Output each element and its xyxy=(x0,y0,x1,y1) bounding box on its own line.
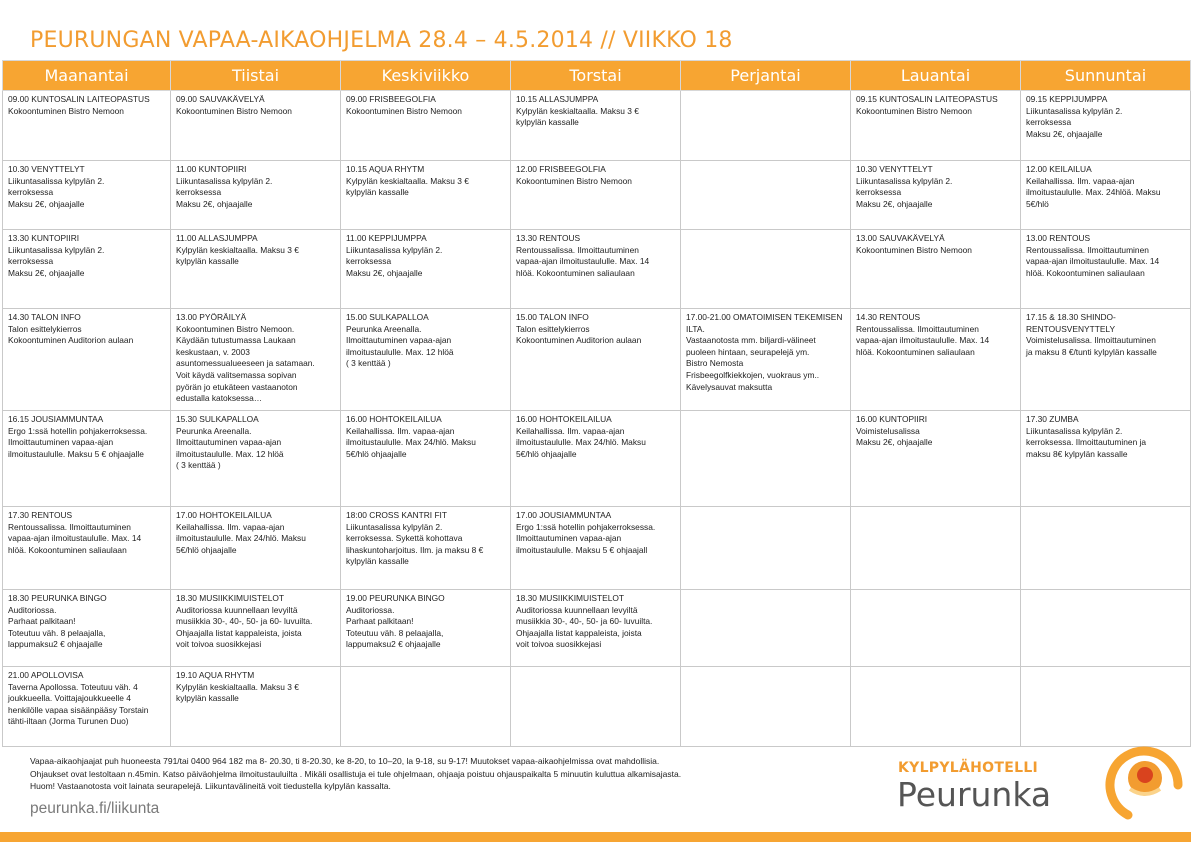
event-title: 13.30 RENTOUS xyxy=(516,233,581,243)
event-detail-line: Voimistelusalissa. Ilmoittautuminen xyxy=(1026,335,1156,346)
event-time: 13.30 xyxy=(516,233,537,243)
event-title: 19.00 PEURUNKA BINGO xyxy=(346,593,445,603)
event-cell-sunday xyxy=(1021,411,1191,507)
event-title: 10.15 AQUA RHYTM xyxy=(346,164,425,174)
event-title: 19.10 AQUA RHYTM xyxy=(176,670,255,680)
event-cell-tuesday xyxy=(171,507,341,590)
event-time: 18.30 xyxy=(8,593,29,603)
event-detail-line: Talon esittelykierros xyxy=(516,323,590,334)
event-title: 13.30 KUNTOPIIRI xyxy=(8,233,80,243)
event-time: 21.00 xyxy=(8,670,29,680)
event-detail-line: joukkueella. Voittajajoukkueelle 4 xyxy=(8,693,131,704)
event-cell-friday xyxy=(681,309,851,411)
event-cell-wednesday xyxy=(341,161,511,230)
event-detail-line: lappumaksu2 € ohjaajalle xyxy=(8,639,103,650)
event-title: 17.00 JOUSIAMMUNTAA xyxy=(516,510,612,520)
event-cell-monday xyxy=(3,230,171,309)
event-cell-tuesday xyxy=(171,161,341,230)
event-title: 18.30 MUSIIKKIMUISTELOT xyxy=(176,593,284,603)
event-title: 17.30 RENTOUS xyxy=(8,510,73,520)
event-detail-line: Talon esittelykierros xyxy=(8,323,82,334)
empty-cell-wednesday xyxy=(341,667,511,747)
event-detail-line: Kylpylän keskialtaalla. Maksu 3 € xyxy=(176,681,299,692)
event-detail-line: Auditoriossa kuunnellaan levyiltä xyxy=(176,604,298,615)
event-time: 12.00 xyxy=(516,164,537,174)
event-cell-thursday xyxy=(511,411,681,507)
event-time: 12.00 xyxy=(1026,164,1047,174)
event-title: 16.00 HOHTOKEILAILUA xyxy=(346,414,442,424)
event-detail-line: hlöä. Kokoontuminen saliaulaan xyxy=(856,346,975,357)
event-cell-thursday xyxy=(511,91,681,161)
event-detail-line: vapaa-ajan ilmoitustaululle. Max. 14 xyxy=(856,335,990,346)
event-time: 15.30 xyxy=(176,414,197,424)
event-detail-line: Rentoussalissa. Ilmoittautuminen xyxy=(856,323,979,334)
empty-cell-saturday xyxy=(851,590,1021,667)
event-detail-line: kerroksessa xyxy=(176,187,222,198)
event-time: 11.00 xyxy=(176,233,197,243)
event-detail-line: Voit käydä valitsemassa sopivan xyxy=(176,369,297,380)
event-title: 10.15 ALLASJUMPPA xyxy=(516,94,599,104)
schedule-row xyxy=(3,91,1191,161)
event-detail-line: Ohjaajalla listat kappaleista, joista xyxy=(176,627,302,638)
event-title: 09.00 KUNTOSALIN LAITEOPASTUS xyxy=(8,94,150,104)
event-time: 15.00 xyxy=(516,312,537,322)
event-detail-line: kerroksessa xyxy=(856,187,902,198)
empty-cell-friday xyxy=(681,230,851,309)
schedule-row xyxy=(3,230,1191,309)
event-time: 17.15 & 18.30 xyxy=(1026,312,1079,322)
event-title: 11.00 ALLASJUMPPA xyxy=(176,233,258,243)
event-time: 17.00 xyxy=(176,510,197,520)
event-detail-line: henkilölle vapaa sisäänpääsy Torstain xyxy=(8,704,149,715)
event-cell-wednesday xyxy=(341,411,511,507)
event-cell-monday xyxy=(3,667,171,747)
event-time: 14.30 xyxy=(8,312,29,322)
event-cell-thursday xyxy=(511,507,681,590)
event-detail-line: vapaa-ajan ilmoitustaululle. Max. 14 xyxy=(516,256,650,267)
event-time: 10.30 xyxy=(8,164,29,174)
event-cell-wednesday xyxy=(341,507,511,590)
event-detail-line: Kokoontuminen Auditorion aulaan xyxy=(516,335,642,346)
event-cell-tuesday xyxy=(171,91,341,161)
empty-cell-friday xyxy=(681,507,851,590)
event-detail-line: Auditoriossa. xyxy=(346,604,395,615)
event-detail-line: Kokoontuminen Bistro Nemoon xyxy=(8,105,124,116)
event-detail-line: Ergo 1:ssä hotellin pohjakerroksessa. xyxy=(8,425,148,436)
empty-cell-sunday xyxy=(1021,590,1191,667)
event-detail-line: vapaa-ajan ilmoitustaululle. Max. 14 xyxy=(8,533,142,544)
event-detail-line: musiikkia 30-, 40-, 50- ja 60- luvuilta. xyxy=(176,616,313,627)
event-detail-line: ilmoitustaululle. Max. 24hlöä. Maksu xyxy=(1026,187,1161,198)
event-detail-line: Voimistelusalissa xyxy=(856,425,920,436)
schedule-row xyxy=(3,309,1191,411)
event-detail-line: Kävelysauvat maksutta xyxy=(686,381,773,392)
schedule-body xyxy=(3,91,1191,747)
event-detail-line: kerroksessa xyxy=(1026,117,1072,128)
event-cell-tuesday xyxy=(171,309,341,411)
event-title: 11.00 KEPPIJUMPPA xyxy=(346,233,427,243)
event-detail-line: musiikkia 30-, 40-, 50- ja 60- luvuilta. xyxy=(516,616,653,627)
event-time: 18:00 xyxy=(346,510,367,520)
event-cell-monday xyxy=(3,411,171,507)
empty-cell-friday xyxy=(681,590,851,667)
event-time: 13.00 xyxy=(176,312,197,322)
schedule-row xyxy=(3,590,1191,667)
schedule-row xyxy=(3,667,1191,747)
empty-cell-friday xyxy=(681,411,851,507)
event-detail-line: Ergo 1:ssä hotellin pohjakerroksessa. xyxy=(516,521,656,532)
event-detail-line: ( 3 kenttää ) xyxy=(176,460,221,471)
event-detail-line: Maksu 2€, ohjaajalle xyxy=(346,267,423,278)
event-detail-line: Ilmoittautuminen vapaa-ajan xyxy=(516,533,622,544)
event-detail-line: kerroksessa xyxy=(346,256,392,267)
event-detail-line: Liikuntasalissa kylpylän 2. xyxy=(346,244,443,255)
event-detail-line: Ohjaajalla listat kappaleista, joista xyxy=(516,627,642,638)
event-time: 10.15 xyxy=(516,94,537,104)
event-title: 16.00 KUNTOPIIRI xyxy=(856,414,928,424)
event-detail-line: Auditoriossa kuunnellaan levyiltä xyxy=(516,604,638,615)
event-detail-line: Kokoontuminen Bistro Nemoon xyxy=(516,175,632,186)
event-detail-line: Toteutuu väh. 8 pelaajalla, xyxy=(346,627,444,638)
event-detail-line: Ilmoittautuminen vapaa-ajan xyxy=(176,437,282,448)
event-time: 16.15 xyxy=(8,414,29,424)
event-cell-sunday xyxy=(1021,91,1191,161)
event-detail-line: 5€/hlö ohjaajalle xyxy=(176,544,237,555)
event-title: 09.00 SAUVAKÄVELYÄ xyxy=(176,94,265,104)
event-cell-tuesday xyxy=(171,667,341,747)
event-detail-line: ilmoitustaululle. Max 24/hlö. Maksu xyxy=(346,437,476,448)
event-detail-line: Rentoussalissa. Ilmoittautuminen xyxy=(8,521,131,532)
event-cell-wednesday xyxy=(341,91,511,161)
event-detail-line: Maksu 2€, ohjaajalle xyxy=(176,198,253,209)
event-detail-line: Maksu 2€, ohjaajalle xyxy=(8,198,85,209)
event-title: 13.00 SAUVAKÄVELYÄ xyxy=(856,233,945,243)
event-cell-thursday xyxy=(511,590,681,667)
event-title: 12.00 KEILAILUA xyxy=(1026,164,1092,174)
event-detail-line: Keilahallissa. Ilm. vapaa-ajan xyxy=(1026,175,1135,186)
event-detail-line: 5€/hlö ohjaajalle xyxy=(346,448,407,459)
event-title: 17.00-21.00 OMATOIMISEN TEKEMISEN ILTA. xyxy=(686,312,843,334)
footer-line-rules: Ohjaukset ovat lestoltaan n.45min. Katso päiväohjelma ilmoitustauluilta . Mikäli osallistuja ei tule ohjelmaan, ohjaaja poistuu ohjauspaikalta 5 minuutin kuluttua alkamisajasta. xyxy=(30,768,682,779)
peurunka-logo xyxy=(890,745,1190,830)
empty-cell-sunday xyxy=(1021,507,1191,590)
event-detail-line: Liikuntasalissa kylpylän 2. xyxy=(1026,425,1123,436)
event-cell-saturday xyxy=(851,230,1021,309)
website-link[interactable]: peurunka.fi/liikunta xyxy=(30,800,160,817)
empty-cell-saturday xyxy=(851,667,1021,747)
weekly-schedule-table xyxy=(2,60,1191,747)
event-cell-sunday xyxy=(1021,230,1191,309)
empty-cell-thursday xyxy=(511,667,681,747)
event-title: 21.00 APOLLOVISA xyxy=(8,670,84,680)
event-time: 16.00 xyxy=(516,414,537,424)
event-detail-line: lihaskuntoharjoitus. Ilm. ja maksu 8 € xyxy=(346,544,484,555)
event-title: 15.30 SULKAPALLOA xyxy=(176,414,259,424)
event-cell-monday xyxy=(3,91,171,161)
event-detail-line: hlöä. Kokoontuminen saliaulaan xyxy=(516,267,635,278)
event-time: 09.15 xyxy=(1026,94,1047,104)
event-detail-line: voit toivoa suosikkejasi xyxy=(516,639,602,650)
event-cell-wednesday xyxy=(341,309,511,411)
event-detail-line: Kokoontuminen Bistro Nemoon xyxy=(856,244,972,255)
event-detail-line: Auditoriossa. xyxy=(8,604,57,615)
event-time: 10.15 xyxy=(346,164,367,174)
event-time: 17.30 xyxy=(1026,414,1047,424)
event-detail-line: hlöä. Kokoontuminen saliaulaan xyxy=(8,544,127,555)
event-detail-line: kylpylän kassalle xyxy=(176,256,239,267)
page-title: PEURUNGAN VAPAA-AIKAOHJELMA 28.4 – 4.5.2014 // VIIKKO 18 xyxy=(30,28,733,53)
event-detail-line: ilmoitustaululle. Max. 12 hlöä xyxy=(346,346,454,357)
event-cell-thursday xyxy=(511,230,681,309)
day-header-saturday: Lauantai xyxy=(851,61,1021,91)
day-header-friday: Perjantai xyxy=(681,61,851,91)
event-detail-line: Taverna Apollossa. Toteutuu väh. 4 xyxy=(8,681,138,692)
event-cell-thursday xyxy=(511,309,681,411)
event-cell-monday xyxy=(3,309,171,411)
event-detail-line: kylpylän kassalle xyxy=(176,693,239,704)
event-title: 13.00 PYÖRÄILYÄ xyxy=(176,312,247,322)
event-detail-line: Maksu 2€, ohjaajalle xyxy=(8,267,85,278)
event-time: 10.30 xyxy=(856,164,877,174)
event-time: 09.00 xyxy=(176,94,197,104)
event-detail-line: Liikuntasalissa kylpylän 2. xyxy=(8,175,105,186)
event-detail-line: ilmoitustaululle. Max 24/hlö. Maksu xyxy=(176,533,306,544)
event-cell-tuesday xyxy=(171,590,341,667)
day-header-wednesday: Keskiviikko xyxy=(341,61,511,91)
event-time: 17.00 xyxy=(516,510,537,520)
event-time: 19.00 xyxy=(346,593,367,603)
event-time: 17.30 xyxy=(8,510,29,520)
event-title: 17.30 ZUMBA xyxy=(1026,414,1079,424)
event-cell-saturday xyxy=(851,411,1021,507)
event-detail-line: ilmoitustaululle. Maksu 5 € ohjaajalle xyxy=(8,448,144,459)
event-time: 18.30 xyxy=(176,593,197,603)
event-time: 13.00 xyxy=(856,233,877,243)
event-detail-line: Liikuntasalissa kylpylän 2. xyxy=(8,244,105,255)
event-time: 13.00 xyxy=(1026,233,1047,243)
event-detail-line: kerroksessa. Ilmoittautuminen ja xyxy=(1026,437,1147,448)
event-detail-line: Maksu 2€, ohjaajalle xyxy=(1026,128,1103,139)
event-detail-line: Rentoussalissa. Ilmoittautuminen xyxy=(1026,244,1149,255)
event-time: 11.00 xyxy=(346,233,367,243)
event-detail-line: Parhaat palkitaan! xyxy=(346,616,414,627)
event-title: 10.30 VENYTTELYT xyxy=(856,164,933,174)
event-detail-line: Keilahallissa. Ilm. vapaa-ajan xyxy=(346,425,455,436)
event-detail-line: tähti-iltaan (Jorma Turunen Duo) xyxy=(8,716,129,727)
event-title: 16.00 HOHTOKEILAILUA xyxy=(516,414,612,424)
sun-emblem-icon xyxy=(1090,745,1190,825)
event-title: 17.00 HOHTOKEILAILUA xyxy=(176,510,272,520)
logo-wordmark: Peurunka xyxy=(897,775,1052,814)
event-detail-line: RENTOUSVENYTTELY xyxy=(1026,323,1116,334)
empty-cell-friday xyxy=(681,91,851,161)
event-detail-line: ( 3 kenttää ) xyxy=(346,358,391,369)
event-detail-line: Kokoontuminen Auditorion aulaan xyxy=(8,335,134,346)
event-title: 14.30 TALON INFO xyxy=(8,312,81,322)
event-detail-line: asuntomessualueeseen ja satamaan. xyxy=(176,358,315,369)
event-title: 18.30 MUSIIKKIMUISTELOT xyxy=(516,593,624,603)
event-title: 09.15 KUNTOSALIN LAITEOPASTUS xyxy=(856,94,998,104)
event-detail-line: Keilahallissa. Ilm. vapaa-ajan xyxy=(516,425,625,436)
event-detail-line: hlöä. Kokoontuminen saliaulaan xyxy=(1026,267,1145,278)
event-time: 16.00 xyxy=(346,414,367,424)
event-detail-line: Kokoontuminen Bistro Nemoon xyxy=(176,105,292,116)
event-detail-line: lappumaksu2 € ohjaajalle xyxy=(346,639,441,650)
event-detail-line: 5€/hlö xyxy=(1026,198,1049,209)
footer-notes xyxy=(30,755,681,793)
event-cell-tuesday xyxy=(171,230,341,309)
event-title: 10.30 VENYTTELYT xyxy=(8,164,85,174)
event-detail-line: vapaa-ajan ilmoitustaululle. Max. 14 xyxy=(1026,256,1160,267)
event-cell-saturday xyxy=(851,91,1021,161)
event-time: 14.30 xyxy=(856,312,877,322)
day-header-tuesday: Tiistai xyxy=(171,61,341,91)
footer-line-contact: Vapaa-aikaohjaajat puh huoneesta 791/tai 0400 964 182 ma 8- 20.30, ti 8-20.30, ke 8-20, to 10–20, la 9-18, su 9-17! Muutokset vapaa-aikaohjelmissa ovat mahdollisia. xyxy=(30,756,660,766)
event-detail-line: Liikuntasalissa kylpylän 2. xyxy=(346,521,443,532)
footer-line-games: Huom! Vastaanotosta voit lainata seurapelejä. Liikuntavälineitä voit tiedustella kylpylän kassalta. xyxy=(30,781,391,791)
event-detail-line: keskustaan, v. 2003 xyxy=(176,346,250,357)
event-detail-line: kerroksessa xyxy=(8,256,54,267)
schedule-row xyxy=(3,161,1191,230)
event-detail-line: ilmoitustaululle. Maksu 5 € ohjaajall xyxy=(516,544,648,555)
schedule-row xyxy=(3,411,1191,507)
event-title: 18.30 PEURUNKA BINGO xyxy=(8,593,107,603)
event-time: 18.30 xyxy=(516,593,537,603)
event-detail-line: kylpylän kassalle xyxy=(346,187,409,198)
schedule-row xyxy=(3,507,1191,590)
event-detail-line: Maksu 2€, ohjaajalle xyxy=(856,198,933,209)
event-detail-line: Kylpylän keskialtaalla. Maksu 3 € xyxy=(346,175,469,186)
event-cell-sunday xyxy=(1021,161,1191,230)
event-time: 09.00 xyxy=(8,94,29,104)
event-cell-wednesday xyxy=(341,230,511,309)
empty-cell-sunday xyxy=(1021,667,1191,747)
event-detail-line: Liikuntasalissa kylpylän 2. xyxy=(856,175,953,186)
event-title: 14.30 RENTOUS xyxy=(856,312,921,322)
event-detail-line: Frisbeegolfkiekkojen, vuokraus ym.. xyxy=(686,369,820,380)
event-detail-line: 5€/hlö ohjaajalle xyxy=(516,448,577,459)
event-detail-line: Kylpylän keskialtaalla. Maksu 3 € xyxy=(516,105,639,116)
event-detail-line: puoleen hintaan, seurapelejä ym. xyxy=(686,346,810,357)
event-title: 15.00 SULKAPALLOA xyxy=(346,312,429,322)
event-detail-line: Kokoontuminen Bistro Nemoon. xyxy=(176,323,295,334)
event-time: 11.00 xyxy=(176,164,197,174)
day-header-monday: Maanantai xyxy=(3,61,171,91)
event-detail-line: Ilmoittautuminen vapaa-ajan xyxy=(8,437,114,448)
event-cell-monday xyxy=(3,161,171,230)
event-detail-line: Käydään tutustumassa Laukaan xyxy=(176,335,296,346)
event-detail-line: Kokoontuminen Bistro Nemoon xyxy=(856,105,972,116)
event-detail-line: Liikuntasalissa kylpylän 2. xyxy=(176,175,273,186)
event-title: 09.15 KEPPIJUMPPA xyxy=(1026,94,1108,104)
event-detail-line: Keilahallissa. Ilm. vapaa-ajan xyxy=(176,521,285,532)
event-detail-line: Peurunka Areenalla. xyxy=(176,425,252,436)
event-cell-saturday xyxy=(851,309,1021,411)
event-title: 15.00 TALON INFO xyxy=(516,312,589,322)
event-detail-line: voit toivoa suosikkejasi xyxy=(176,639,262,650)
event-time: 13.30 xyxy=(8,233,29,243)
event-time: 19.10 xyxy=(176,670,197,680)
event-title: 16.15 JOUSIAMMUNTAA xyxy=(8,414,104,424)
event-cell-monday xyxy=(3,507,171,590)
event-detail-line: Ilmoittautuminen vapaa-ajan xyxy=(346,335,452,346)
event-detail-line: maksu 8€ kylpylän kassalle xyxy=(1026,448,1128,459)
event-detail-line: Kylpylän keskialtaalla. Maksu 3 € xyxy=(176,244,299,255)
event-title: 17.15 & 18.30 SHINDO- xyxy=(1026,312,1116,322)
day-header-row xyxy=(3,61,1191,91)
event-cell-saturday xyxy=(851,161,1021,230)
empty-cell-friday xyxy=(681,161,851,230)
event-detail-line: pyörän jo etukäteen vastaanoton xyxy=(176,381,298,392)
event-cell-wednesday xyxy=(341,590,511,667)
event-detail-line: kerroksessa. Sykettä kohottava xyxy=(346,533,463,544)
event-time: 09.15 xyxy=(856,94,877,104)
event-detail-line: Maksu 2€, ohjaajalle xyxy=(856,437,933,448)
event-time: 17.00-21.00 xyxy=(686,312,731,322)
event-detail-line: Vastaanotosta mm. biljardi-välineet xyxy=(686,335,816,346)
bottom-accent-band xyxy=(0,832,1191,842)
event-title: 13.00 RENTOUS xyxy=(1026,233,1091,243)
event-detail-line: Rentoussalissa. Ilmoittautuminen xyxy=(516,244,639,255)
day-header-sunday: Sunnuntai xyxy=(1021,61,1191,91)
event-title: 12.00 FRISBEEGOLFIA xyxy=(516,164,606,174)
day-header-thursday: Torstai xyxy=(511,61,681,91)
event-detail-line: ja maksu 8 €/tunti kylpylän kassalle xyxy=(1026,346,1157,357)
event-time: 16.00 xyxy=(856,414,877,424)
event-time: 09.00 xyxy=(346,94,367,104)
event-detail-line: edustalla katoksessa… xyxy=(176,393,263,404)
event-title: 18:00 CROSS KANTRI FIT xyxy=(346,510,448,520)
event-cell-tuesday xyxy=(171,411,341,507)
event-cell-thursday xyxy=(511,161,681,230)
event-detail-line: kylpylän kassalle xyxy=(346,556,409,567)
event-detail-line: Peurunka Areenalla. xyxy=(346,323,422,334)
event-detail-line: kerroksessa xyxy=(8,187,54,198)
event-detail-line: Parhaat palkitaan! xyxy=(8,616,76,627)
event-detail-line: Liikuntasalissa kylpylän 2. xyxy=(1026,105,1123,116)
logo-subtitle: KYLPYLÄHOTELLI xyxy=(898,760,1039,776)
event-time: 15.00 xyxy=(346,312,367,322)
event-detail-line: ilmoitustaululle. Max 24/hlö. Maksu xyxy=(516,437,646,448)
empty-cell-friday xyxy=(681,667,851,747)
event-detail-line: Kokoontuminen Bistro Nemoon xyxy=(346,105,462,116)
event-cell-sunday xyxy=(1021,309,1191,411)
event-detail-line: Toteutuu väh. 8 pelaajalla, xyxy=(8,627,106,638)
event-detail-line: Bistro Nemosta xyxy=(686,358,744,369)
empty-cell-saturday xyxy=(851,507,1021,590)
event-title: 11.00 KUNTOPIIRI xyxy=(176,164,247,174)
event-title: 09.00 FRISBEEGOLFIA xyxy=(346,94,436,104)
event-cell-monday xyxy=(3,590,171,667)
event-detail-line: kylpylän kassalle xyxy=(516,117,579,128)
event-detail-line: ilmoitustaululle. Max. 12 hlöä xyxy=(176,448,284,459)
